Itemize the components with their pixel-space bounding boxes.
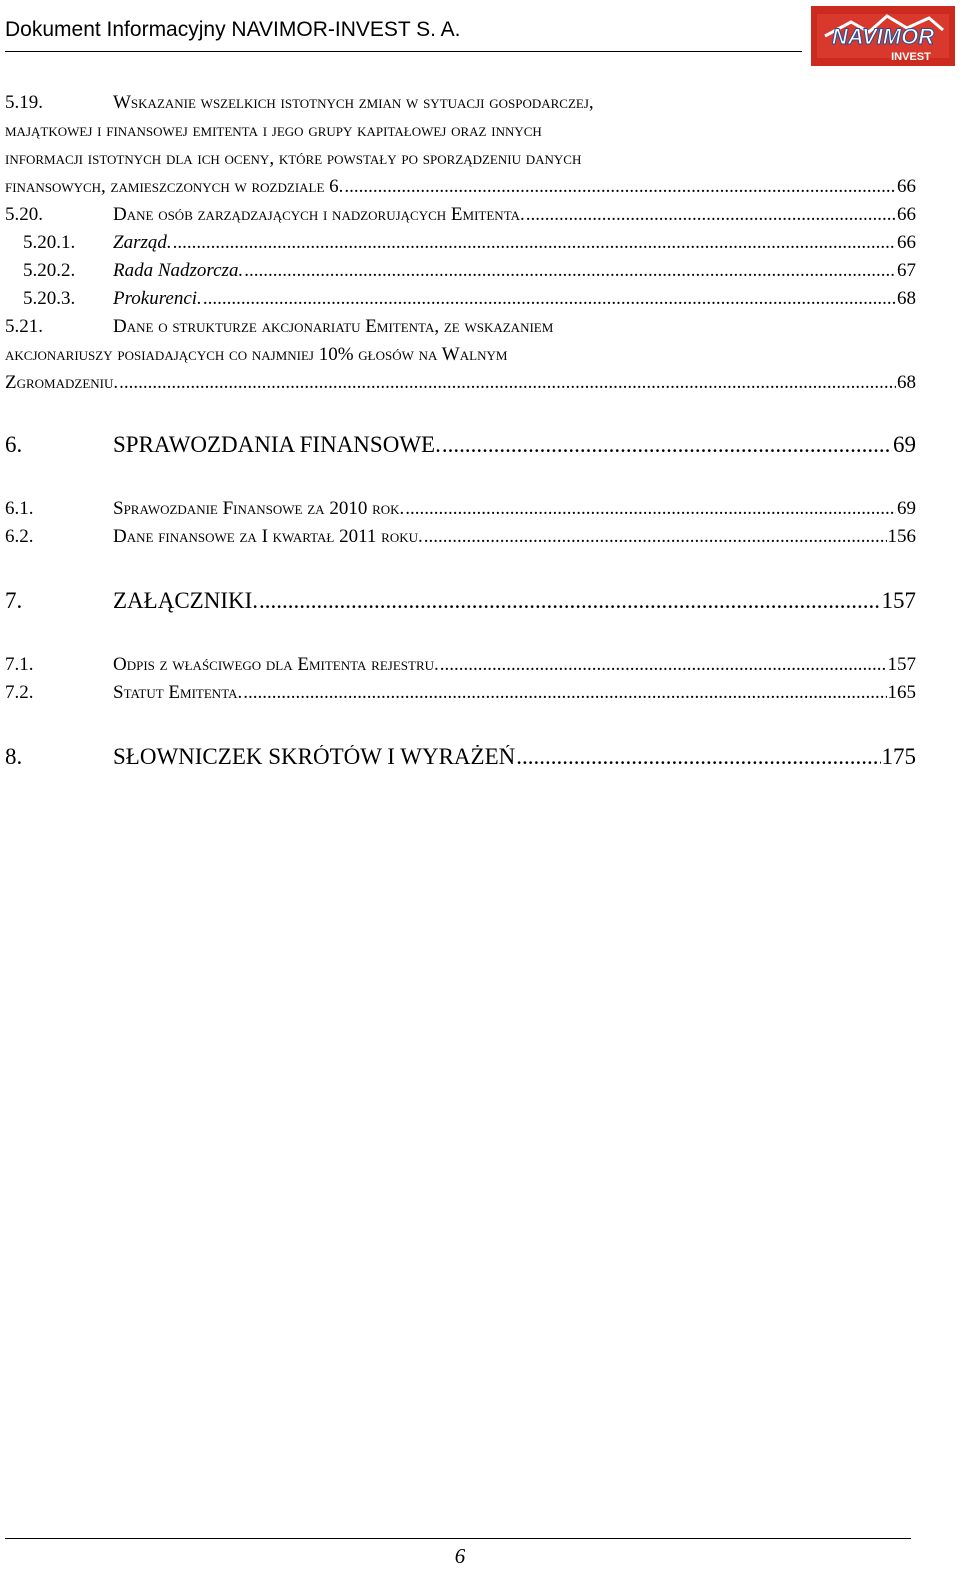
document-header-title: Dokument Informacyjny NAVIMOR-INVEST S. A.	[5, 18, 461, 41]
toc-number: 8.	[5, 744, 23, 769]
toc-entry-text: Prokurenci.	[113, 288, 202, 309]
dot-leader	[344, 175, 896, 199]
toc-entry-text: Dane osób zarządzających i nadzorujących Emitenta.	[113, 204, 525, 225]
page-number: 6	[454, 1544, 466, 1568]
dot-leader	[424, 525, 887, 549]
dot-leader	[259, 589, 881, 613]
toc-number: 5.20.1.	[23, 232, 76, 253]
toc-entry-text: informacji istotnych dla ich oceny, które powstały po sporządzeniu danych	[5, 148, 582, 169]
toc-page-number: 68	[897, 288, 916, 309]
toc-entry-text: finansowych, zamieszczonych w rozdziale 6.	[5, 176, 344, 197]
toc-entry-text: Zgromadzeniu.	[5, 372, 119, 393]
svg-text:NAVIMOR: NAVIMOR	[831, 24, 935, 49]
toc-number: 5.20.2.	[23, 260, 76, 281]
toc-page-number: 66	[897, 204, 916, 225]
toc-page-number: 157	[887, 654, 916, 675]
toc-number: 5.20.	[5, 204, 43, 225]
toc-number: 6.2.	[5, 526, 34, 547]
toc-number: 5.20.3.	[23, 288, 76, 309]
toc-page-number: 68	[897, 372, 916, 393]
toc-entry-text: Wskazanie wszelkich istotnych zmian w sytuacji gospodarczej,	[113, 92, 594, 113]
toc-entry-text: SPRAWOZDANIA FINANSOWE.	[113, 433, 441, 457]
dot-leader	[173, 231, 896, 255]
toc-number: 6.	[5, 432, 23, 457]
dot-leader	[243, 681, 886, 705]
dot-leader	[440, 653, 887, 677]
dot-leader	[405, 497, 896, 521]
toc-page-number: 66	[897, 176, 916, 197]
toc-entry-text: Dane finansowe za I kwartał 2011 roku.	[113, 526, 423, 547]
dot-leader	[516, 745, 880, 769]
toc-page-number: 69	[897, 498, 916, 519]
navimor-invest-logo	[811, 6, 955, 66]
toc-entry-text: Zarząd.	[113, 232, 172, 253]
toc-entry-text: Dane o strukturze akcjonariatu Emitenta, ze wskazaniem	[113, 316, 554, 337]
footer-divider	[5, 1538, 911, 1539]
dot-leader	[244, 259, 896, 283]
toc-page-number: 165	[887, 682, 916, 703]
dot-leader	[203, 287, 896, 311]
toc-page-number: 67	[897, 260, 916, 281]
toc-entry-text: majątkowej i finansowej emitenta i jego grupy kapitałowej oraz innych	[5, 120, 542, 141]
toc-page-number: 69	[893, 433, 916, 457]
toc-number: 5.19.	[5, 92, 43, 113]
svg-text:INVEST: INVEST	[891, 51, 931, 63]
header-divider	[5, 51, 802, 52]
toc-number: 5.21.	[5, 316, 43, 337]
dot-leader	[526, 203, 896, 227]
toc-page-number: 157	[881, 589, 916, 613]
toc-entry-text: Statut Emitenta.	[113, 682, 243, 703]
toc-number: 7.	[5, 588, 23, 613]
dot-leader	[119, 371, 896, 395]
toc-page-number: 66	[897, 232, 916, 253]
toc-entry-text: Rada Nadzorcza.	[113, 260, 244, 281]
toc-number: 7.1.	[5, 654, 34, 675]
toc-page-number: 156	[887, 526, 916, 547]
toc-entry-text: Sprawozdanie Finansowe za 2010 rok.	[113, 498, 405, 519]
toc-page-number: 175	[881, 745, 916, 769]
toc-number: 7.2.	[5, 682, 34, 703]
dot-leader	[442, 433, 892, 457]
toc-number: 6.1.	[5, 498, 34, 519]
toc-entry-text: Odpis z właściwego dla Emitenta rejestru.	[113, 654, 439, 675]
toc-entry-text: ZAŁĄCZNIKI.	[113, 589, 258, 613]
toc-entry-text: SŁOWNICZEK SKRÓTÓW I WYRAŻEŃ	[113, 745, 516, 769]
toc-entry-text: akcjonariuszy posiadających co najmniej 10% głosów na Walnym	[5, 344, 508, 365]
